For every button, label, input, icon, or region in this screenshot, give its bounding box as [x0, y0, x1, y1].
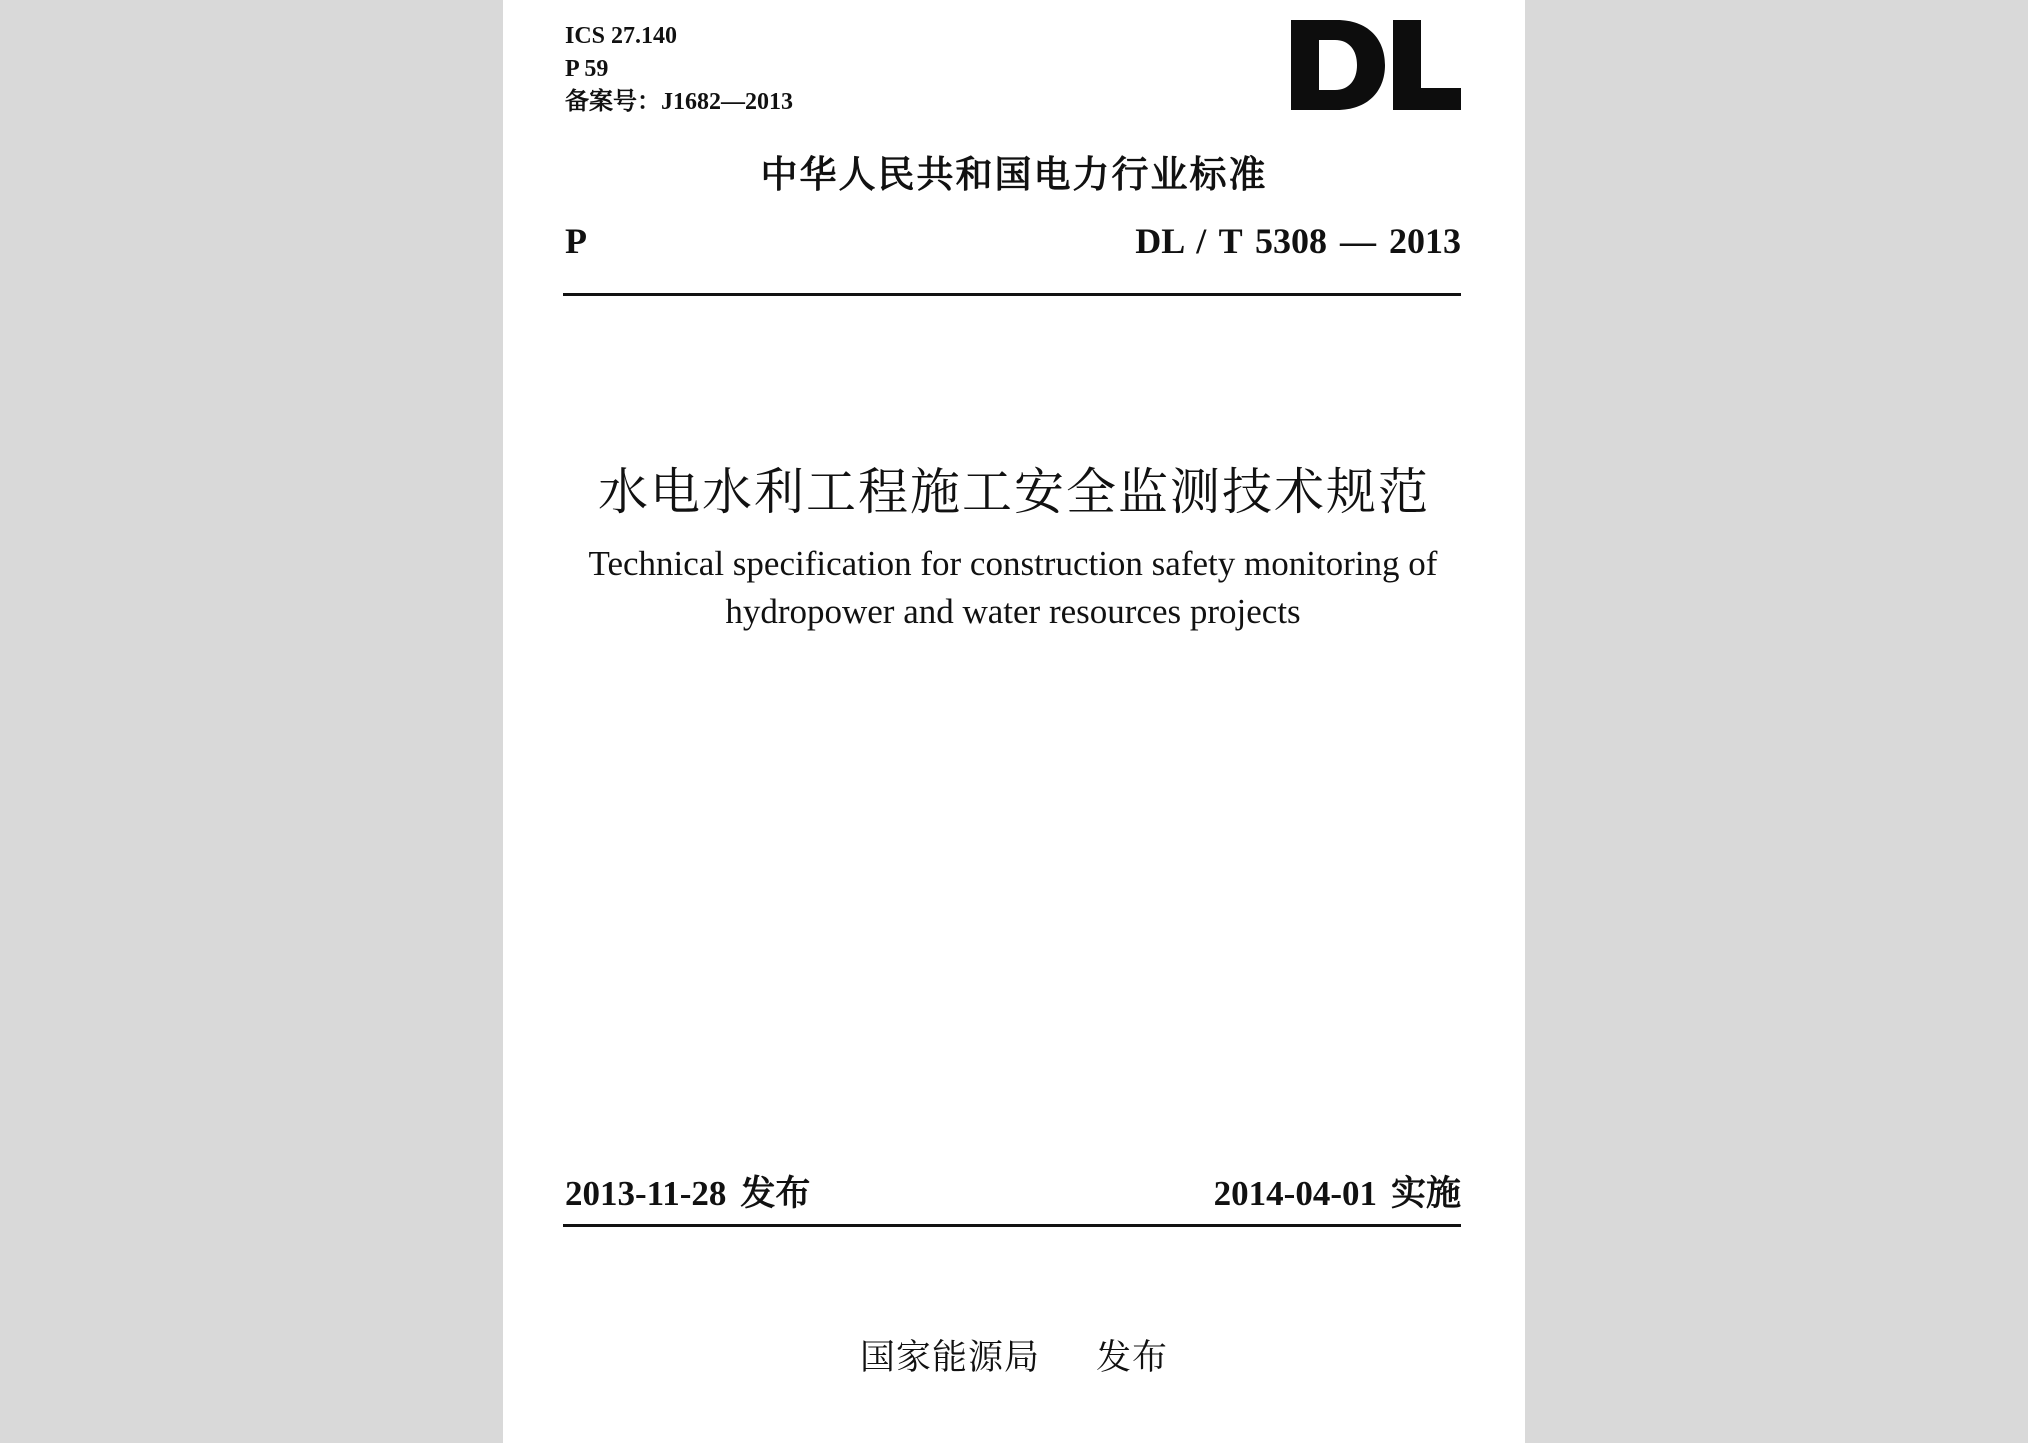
- effective-date: 2014-04-01: [1213, 1174, 1377, 1213]
- dl-logo-letter-d: [1291, 20, 1385, 110]
- p-code: P 59: [565, 56, 609, 82]
- standard-code: DL / T 5308 — 2013: [1135, 221, 1461, 261]
- industry-standard-title: 中华人民共和国电力行业标准: [760, 153, 1268, 196]
- ics-code: ICS 27.140: [565, 23, 678, 49]
- dl-logo-letter-l: [1393, 20, 1461, 110]
- dl-logo: [1289, 20, 1461, 110]
- title-english-line-2: hydropower and water resources projects: [725, 592, 1301, 631]
- record-number: 备案号：J1682—2013: [565, 89, 793, 115]
- issuer-action: 发布: [1096, 1338, 1169, 1378]
- publish-label: 发布: [740, 1174, 811, 1214]
- document-page: [503, 0, 1525, 1443]
- effective-date-block: [1214, 1166, 1461, 1216]
- category-letter: P: [565, 221, 587, 261]
- title-chinese: 水电水利工程施工安全监测技术规范: [598, 463, 1430, 521]
- title-english-line-1: Technical specification for construction safety monitoring of: [588, 544, 1438, 583]
- issuer-name: 国家能源局: [859, 1338, 1040, 1378]
- effective-label: 实施: [1390, 1174, 1461, 1214]
- publish-date: 2013-11-28: [565, 1174, 727, 1213]
- issuer-line: [503, 1330, 1525, 1380]
- top-divider: [563, 293, 1461, 296]
- publish-date-block: [565, 1166, 810, 1216]
- bottom-divider: [563, 1224, 1461, 1227]
- title-english: [563, 540, 1463, 636]
